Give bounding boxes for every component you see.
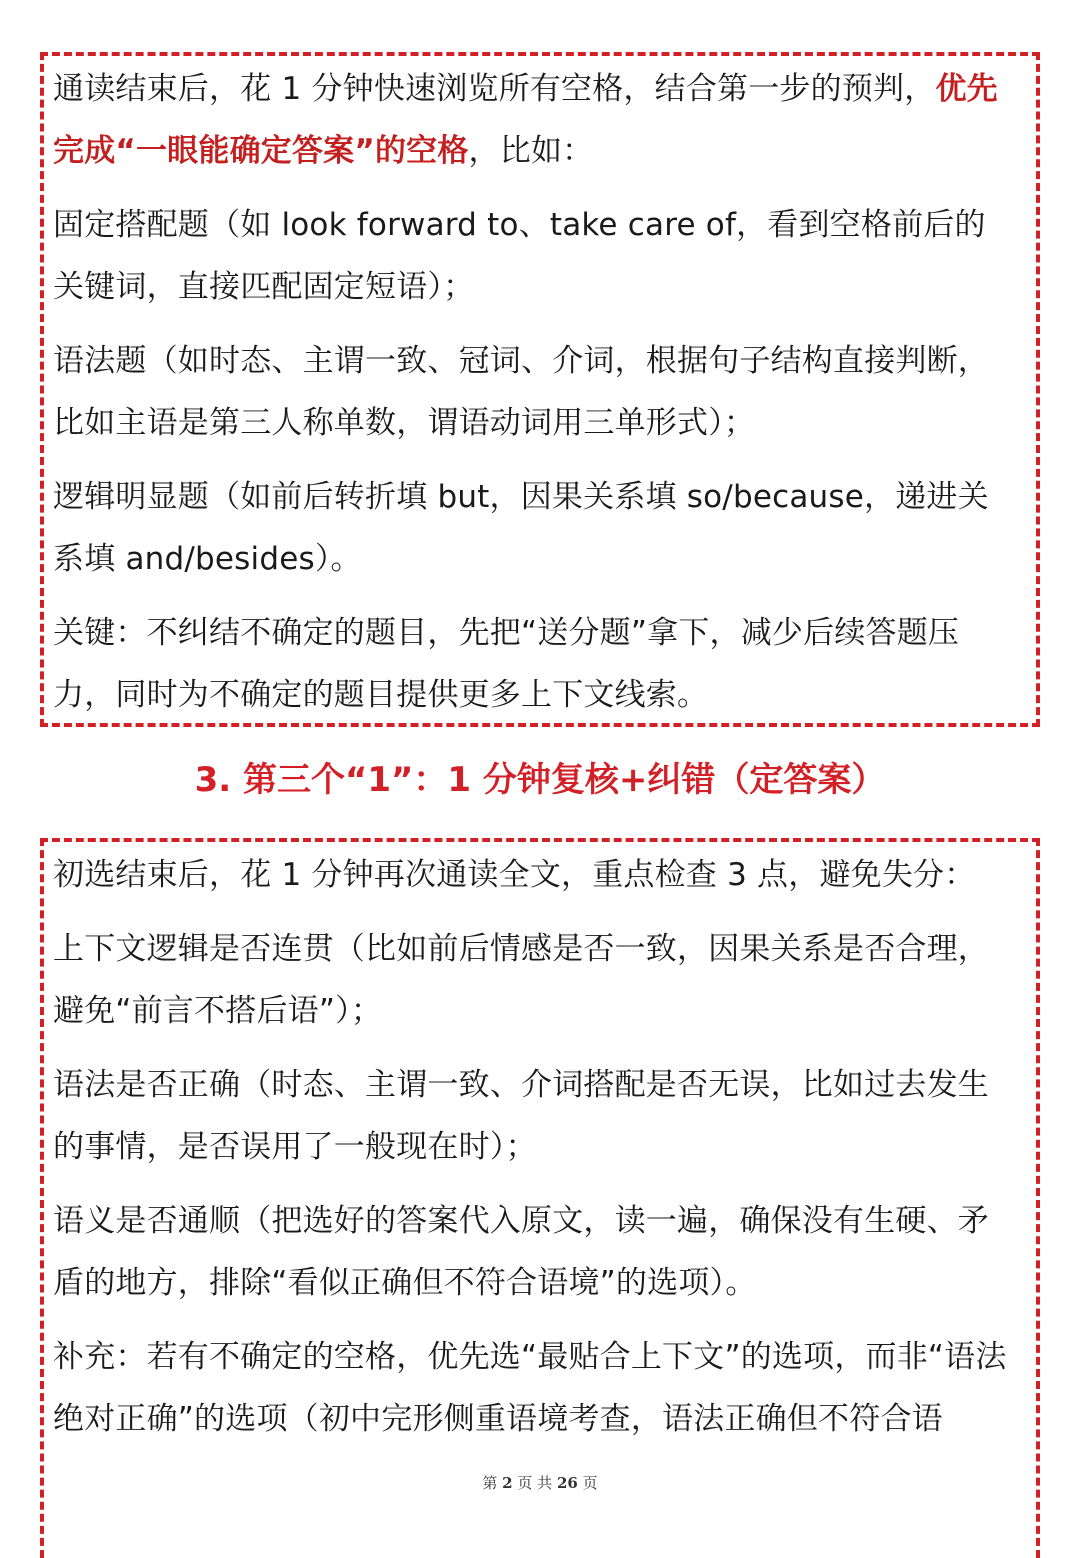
paragraph-supplement: 补充：若有不确定的空格，优先选“最贴合上下文”的选项，而非“语法绝对正确”的选项（初中完形侧重语境考查，语法正确但不符合语 [53, 1339, 1007, 1437]
page-prefix: 第 [482, 1474, 498, 1492]
paragraph-grammar: 语法题（如时态、主谓一致、冠词、介词，根据句子结构直接判断，比如主语是第三人称单数，谓语动词用三单形式）； [53, 343, 989, 441]
section-heading: 3. 第三个“1”：1 分钟复核+纠错（定答案） [194, 760, 886, 800]
paragraph-grammar-check: 语法是否正确（时态、主谓一致、介词搭配是否无误，比如过去发生的事情，是否误用了一般现在时）； [53, 1067, 989, 1165]
intro-text: 通读结束后，花 1 分钟快速浏览所有空格，结合第一步的预判， [53, 71, 936, 107]
page-suffix: 页 [582, 1474, 598, 1492]
page-current: 2 [502, 1474, 513, 1492]
page-middle: 页 共 [517, 1474, 553, 1492]
paragraph-key-point: 关键：不纠结不确定的题目，先把“送分题”拿下，减少后续答题压力，同时为不确定的题目提供更多上下文线索。 [53, 615, 960, 713]
highlight-text: 优先完成“一眼能确定答案”的空格 [53, 71, 998, 169]
paragraph-fixed-collocation: 固定搭配题（如 look forward to、take care of，看到空格前后的关键词，直接匹配固定短语）； [53, 207, 986, 305]
page-number [0, 1472, 1080, 1493]
paragraph-intro [53, 58, 1014, 182]
paragraph-logic: 逻辑明显题（如前后转折填 but，因果关系填 so/because，递进关系填 and/besides）。 [53, 479, 989, 577]
page-total: 26 [556, 1474, 578, 1492]
paragraph-review-intro: 初选结束后，花 1 分钟再次通读全文，重点检查 3 点，避免失分： [53, 857, 976, 893]
intro-tail: ，比如： [468, 133, 594, 169]
paragraph-context-check: 上下文逻辑是否连贯（比如前后情感是否一致，因果关系是否合理，避免“前言不搭后语”）； [53, 931, 989, 1029]
paragraph-meaning-check: 语义是否通顺（把选好的答案代入原文，读一遍，确保没有生硬、矛盾的地方，排除“看似正确但不符合语境”的选项）。 [53, 1203, 989, 1301]
tip-box-step3 [40, 838, 1040, 1558]
tip-box-step2 [40, 52, 1040, 727]
